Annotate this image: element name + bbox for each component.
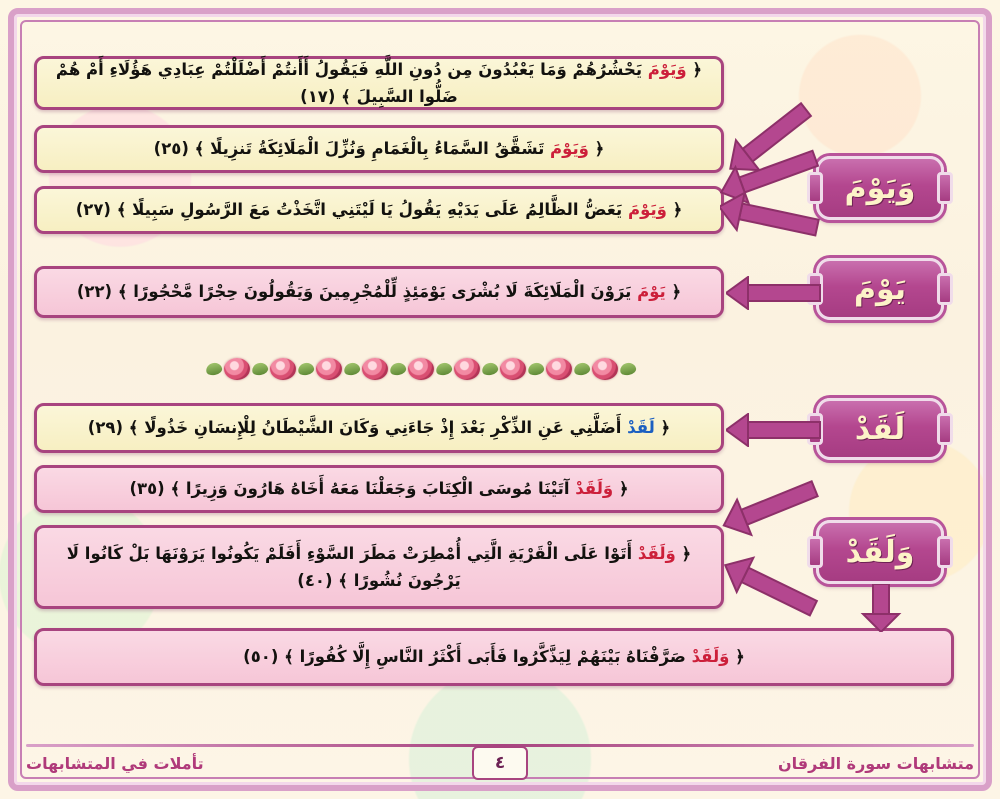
keyword-plaque-wayawma[interactable] [816, 156, 944, 220]
verse-text-35 [129, 475, 628, 502]
leaf-icon [527, 361, 545, 376]
verse-open-bracket-29: ﴿ [654, 418, 671, 438]
verse-ayah-number-25: (٢٥) [153, 139, 189, 159]
verse-box-29 [34, 403, 724, 453]
verse-keyword-35: وَلَقَدْ [575, 479, 614, 499]
verse-body-29: أَضَلَّنِي عَنِ الذِّكْرِ بَعْدَ إِذْ جَاءَنِي وَكَانَ الشَّيْطَانُ لِلْإِنسَانِ خَذُولًا ﴾ [128, 418, 628, 438]
leaf-icon [343, 361, 361, 376]
rose-icon [362, 358, 388, 380]
leaf-icon [481, 361, 499, 376]
verse-body-40: أَتَوْا عَلَى الْقَرْيَةِ الَّتِي أُمْطِرَتْ مَطَرَ السَّوْءِ أَفَلَمْ يَكُونُوا يَرَوْنَهَا بَلْ كَانُوا لَا يَرْجُونَ نُشُورًا ﴾ [66, 543, 638, 590]
verse-body-17: يَحْشُرُهُمْ وَمَا يَعْبُدُونَ مِن دُونِ اللَّهِ فَيَقُولُ أَأَنتُمْ أَضْلَلْتُمْ عِبَادِي هَؤُلَاءِ أَمْ هُمْ ضَلُّوا السَّبِيلَ ﴾ [55, 59, 648, 106]
verse-body-22: يَرَوْنَ الْمَلَائِكَةَ لَا بُشْرَى يَوْمَئِذٍ لِّلْمُجْرِمِينَ وَيَقُولُونَ حِجْرًا مَّحْجُورًا ﴾ [117, 282, 638, 302]
keyword-plaque-label: وَلَقَدْ [845, 534, 915, 570]
verse-open-bracket-40: ﴿ [675, 543, 692, 563]
verse-ayah-number-22: (٢٢) [76, 282, 113, 302]
keyword-plaque-label: وَيَوْمَ [844, 170, 916, 206]
leaf-icon [251, 361, 269, 376]
verse-ayah-number-40: (٤٠) [297, 571, 333, 590]
verse-keyword-50: وَلَقَدْ [691, 647, 730, 667]
verse-open-bracket-35: ﴿ [613, 479, 629, 499]
arrow-wayawma-to-verse27 [720, 188, 825, 248]
arrow-laqad-to-verse29 [726, 413, 821, 447]
verse-open-bracket-22: ﴿ [665, 282, 682, 302]
verse-keyword-25: وَيَوْمَ [550, 139, 589, 159]
verse-keyword-40: وَلَقَدْ [637, 543, 676, 563]
rose-icon [224, 358, 250, 380]
verse-box-27 [34, 186, 724, 234]
verse-box-17 [34, 56, 724, 110]
verse-box-25 [34, 125, 724, 173]
keyword-plaque-label: لَقَدْ [854, 411, 906, 447]
verse-body-27: يَعَضُّ الظَّالِمُ عَلَى يَدَيْهِ يَقُولُ يَا لَيْتَنِي اتَّخَذْتُ مَعَ الرَّسُولِ سَبِيلًا ﴾ [116, 200, 628, 220]
rose-icon [454, 358, 480, 380]
leaf-icon [619, 361, 637, 376]
verse-box-50 [34, 628, 954, 686]
page-footer [26, 743, 974, 783]
verse-text-29 [88, 414, 670, 441]
keyword-plaque-laqad[interactable] [816, 398, 944, 460]
leaf-icon [435, 361, 453, 376]
verse-text-17 [51, 56, 707, 110]
verse-open-bracket-50: ﴿ [729, 647, 745, 667]
verse-body-25: تَشَقَّقُ السَّمَاءُ بِالْغَمَامِ وَنُزِّلَ الْمَلَائِكَةُ تَنزِيلًا ﴾ [194, 139, 551, 159]
arrow-walaqad-to-verse40 [720, 548, 825, 628]
verse-body-35: آتَيْنَا مُوسَى الْكِتَابَ وَجَعَلْنَا مَعَهُ أَخَاهُ هَارُونَ وَزِيرًا ﴾ [170, 479, 576, 499]
verse-text-25 [154, 135, 605, 162]
verse-text-27 [76, 196, 683, 223]
verse-keyword-17: وَيَوْمَ [647, 59, 687, 79]
leaf-icon [205, 361, 223, 376]
arrow-yawma-to-verse22 [726, 276, 821, 310]
verse-box-40 [34, 525, 724, 609]
arrow-walaqad-to-verse35 [720, 468, 825, 540]
verse-ayah-number-17: (١٧) [300, 87, 336, 106]
verse-keyword-22: يَوْمَ [637, 282, 666, 302]
page-number: ٤ [472, 746, 528, 780]
verse-body-50: صَرَّفْنَاهُ بَيْنَهُمْ لِيَذَّكَّرُوا فَأَبَى أَكْثَرُ النَّاسِ إِلَّا كُفُورًا ﴾ [284, 647, 692, 667]
verse-open-bracket-27: ﴿ [666, 200, 683, 220]
keyword-plaque-yawma[interactable] [816, 258, 944, 320]
arrow-walaqad-to-verse50 [858, 584, 904, 632]
verse-ayah-number-29: (٢٩) [87, 418, 124, 438]
verse-open-bracket-25: ﴿ [588, 139, 605, 159]
verse-box-22 [34, 266, 724, 318]
verse-ayah-number-35: (٣٥) [129, 479, 165, 499]
rose-icon [408, 358, 434, 380]
verse-ayah-number-27: (٢٧) [75, 200, 111, 220]
footer-series-title: تأملات في المتشابهات [26, 753, 204, 773]
rose-icon [270, 358, 296, 380]
leaf-icon [297, 361, 315, 376]
page-content [26, 28, 974, 771]
leaf-icon [573, 361, 591, 376]
floral-divider [186, 350, 656, 388]
verse-box-35 [34, 465, 724, 513]
keyword-plaque-label: يَوْمَ [853, 271, 907, 307]
footer-book-title: متشابهات سورة الفرقان [777, 753, 974, 773]
rose-icon [592, 358, 618, 380]
verse-ayah-number-50: (٥٠) [243, 647, 279, 667]
verse-open-bracket-17: ﴿ [686, 59, 703, 79]
verse-text-22 [77, 278, 681, 305]
leaf-icon [389, 361, 407, 376]
verse-keyword-29: لَقَدْ [627, 418, 655, 438]
verse-keyword-27: وَيَوْمَ [628, 200, 667, 220]
rose-icon [316, 358, 342, 380]
rose-icon [500, 358, 526, 380]
verse-text-50 [243, 643, 745, 670]
verse-text-40 [51, 540, 707, 594]
rose-icon [546, 358, 572, 380]
keyword-plaque-walaqad[interactable] [816, 520, 944, 584]
